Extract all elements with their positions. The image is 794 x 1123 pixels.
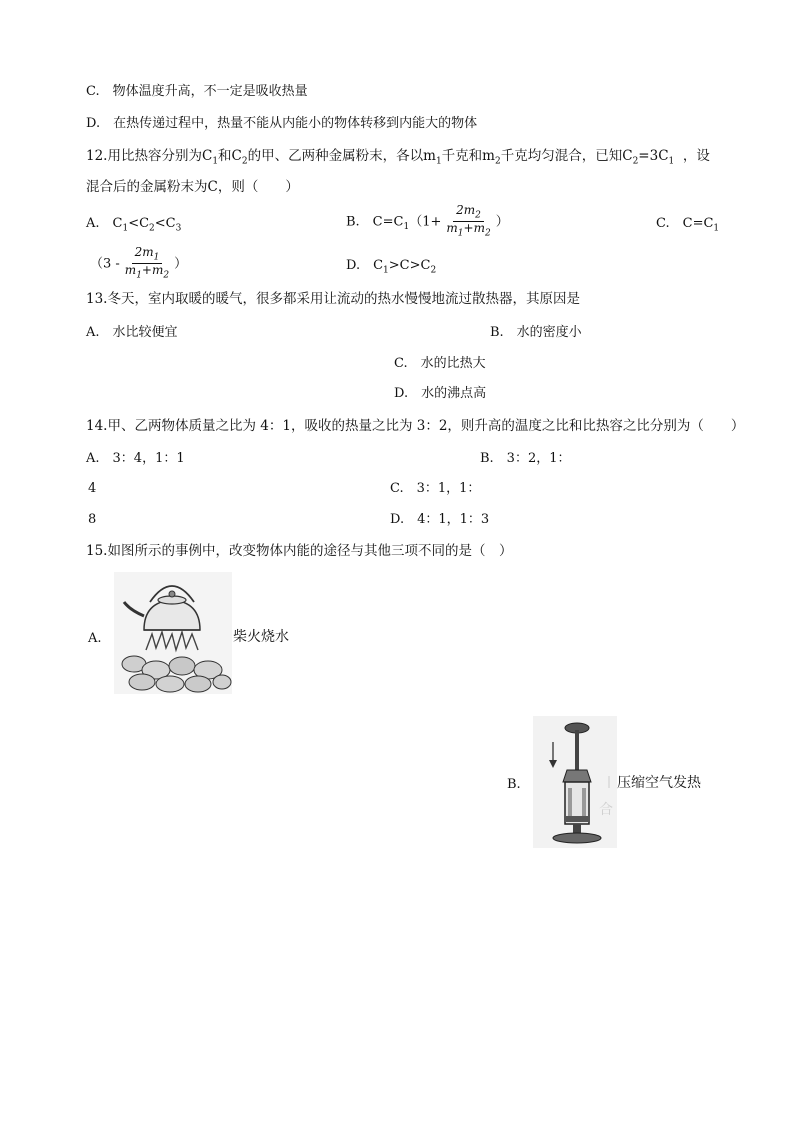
q14-option-a: A. 3：4，1：1	[86, 451, 185, 466]
q15-option-a-label: A.	[88, 631, 102, 646]
q12-option-c-fraction: $\frac{2m_1}{m_1+m_2}$	[124, 245, 170, 281]
q14-option-d: D. 4：1，1：3	[390, 512, 490, 527]
q12-option-a: A. $C_1<C_2<C_3$	[86, 216, 182, 234]
q13-option-d: D. 水的沸点高	[394, 386, 487, 401]
q15-stem: 15.如图所示的事例中，改变物体内能的途径与其他三项不同的是（ ）	[86, 543, 513, 559]
q13-option-b: B. 水的密度小	[490, 325, 582, 340]
q12-option-b: B. $C=C_1(1+$ $\frac{2m_2}{m_1+m_2}$ ）	[346, 203, 509, 239]
q12-option-d: D. $C_1>C>C_2$	[346, 258, 437, 276]
q15-option-b-label: B.	[507, 777, 521, 792]
q15-option-a-caption: 柴火烧水	[233, 629, 289, 645]
q14-option-b: B. 3：2，1：	[480, 451, 571, 466]
q12-option-b-fraction: $\frac{2m_2}{m_1+m_2}$	[446, 203, 491, 239]
q11-option-c: C. 物体温度升高，不一定是吸收热量	[86, 84, 308, 99]
q12-stem-line1: 12.用比热容分别为$C_1$和$C_2$的甲、乙两种金属粉末，各以$m_1$千克和$m_2$千克均匀混合，已知$C_2=3C_1$ ，设	[86, 148, 710, 167]
q12-option-c: C. $C=C_1$	[656, 216, 720, 234]
q12-stem-line2: 混合后的金属粉末为C，则（ ）	[86, 179, 299, 195]
kettle-over-fire-image	[114, 572, 232, 694]
svg-text:合: 合	[599, 802, 613, 818]
q14-option-c: C. 3：1，1：	[390, 481, 481, 496]
q15-option-b-caption: 压缩空气发热	[617, 775, 701, 791]
q13-option-a: A. 水比较便宜	[86, 325, 178, 340]
q13-option-c: C. 水的比热大	[394, 356, 486, 371]
q12-option-c-cont: （3 - $\frac{2m_1}{m_1+m_2}$ ）	[90, 245, 188, 281]
q14-option-b-cont: 4	[88, 481, 97, 496]
q14-option-c-cont: 8	[88, 512, 97, 527]
q13-stem: 13.冬天，室内取暖的暖气，很多都采用让流动的热水慢慢地流过散热器，其原因是	[86, 291, 580, 307]
air-compression-cylinder-image	[533, 716, 617, 848]
q11-option-d: D. 在热传递过程中，热量不能从内能小的物体转移到内能大的物体	[86, 116, 478, 131]
q14-stem: 14.甲、乙两物体质量之比为 4：1，吸收的热量之比为 3：2，则升高的温度之比和比热容之比分别为（ ）	[86, 418, 745, 434]
